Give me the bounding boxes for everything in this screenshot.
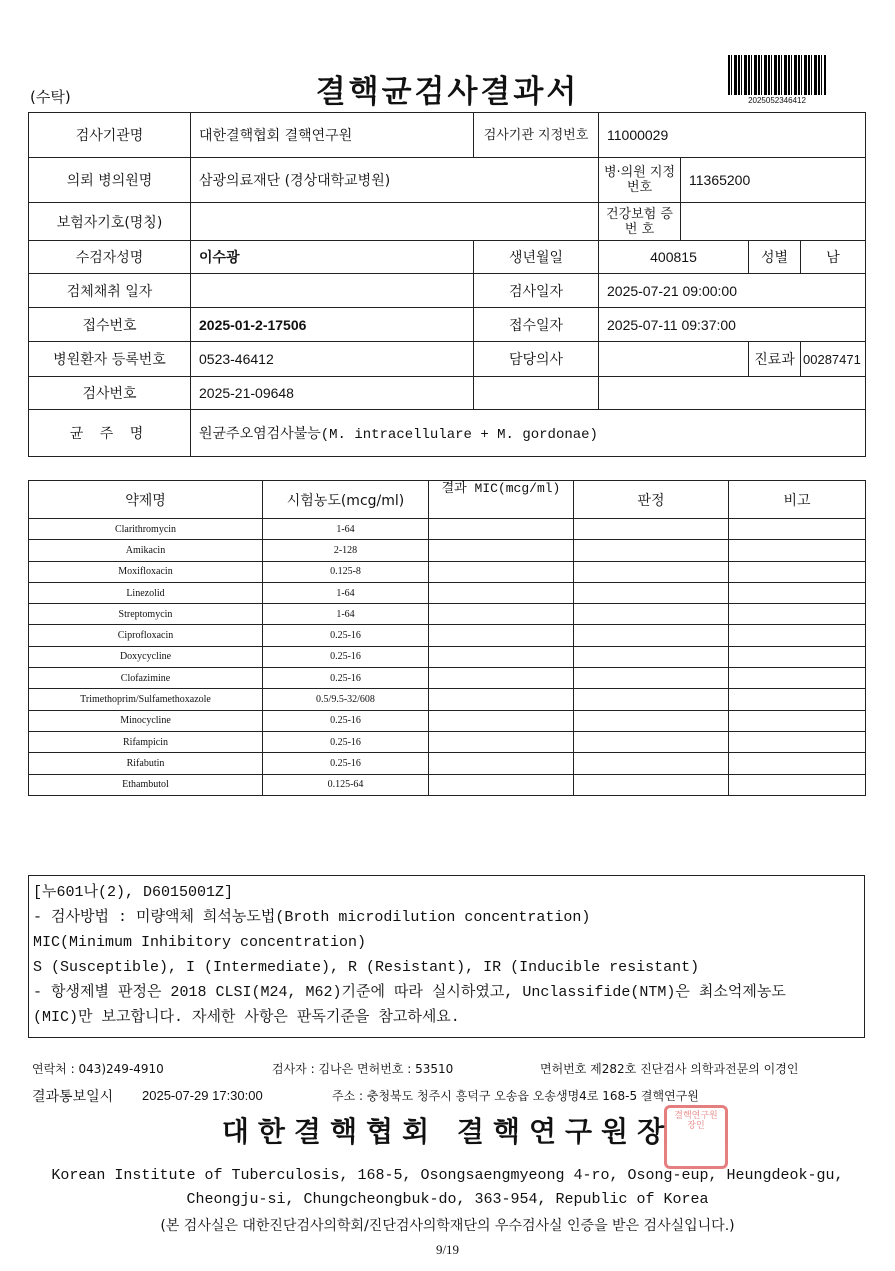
dept: 00287471 — [801, 342, 866, 377]
drug-susceptibility-table — [28, 480, 866, 796]
drug-name: Linezolid — [29, 582, 263, 603]
drug-name: Ethambutol — [29, 774, 263, 795]
drug-table-header: 비고 — [729, 481, 866, 519]
drug-row — [29, 582, 866, 603]
drug-name: Clofazimine — [29, 668, 263, 689]
interpretation — [574, 668, 729, 689]
interpretation — [574, 774, 729, 795]
test-concentration: 1-64 — [263, 582, 429, 603]
consignment-tag: (수탁) — [30, 88, 71, 106]
remarks — [729, 731, 866, 752]
drug-row — [29, 646, 866, 667]
test-concentration: 0.125-64 — [263, 774, 429, 795]
barcode — [728, 55, 826, 95]
test-date: 2025-07-21 09:00:00 — [599, 274, 866, 308]
drug-name: Minocycline — [29, 710, 263, 731]
doctor-label: 담당의사 — [474, 342, 599, 377]
note-line: - 검사방법 : 미량액체 희석농도법(Broth microdilution concentration) — [33, 909, 591, 926]
drug-table-header: 결과 MIC(mcg/ml) — [429, 481, 574, 519]
test-concentration: 0.25-16 — [263, 731, 429, 752]
interpretation — [574, 540, 729, 561]
interpretation — [574, 689, 729, 710]
barcode-number: 2025052346412 — [748, 96, 806, 105]
result-mic — [429, 625, 574, 646]
patient-label: 수검자성명 — [29, 241, 191, 274]
test-no-label: 검사번호 — [29, 377, 191, 410]
test-concentration: 0.25-16 — [263, 710, 429, 731]
result-mic — [429, 646, 574, 667]
lab-id: 11000029 — [599, 113, 866, 158]
hospital-label: 의뢰 병의원명 — [29, 158, 191, 203]
interpretation — [574, 582, 729, 603]
drug-row — [29, 561, 866, 582]
note-line: MIC(Minimum Inhibitory concentration) — [33, 934, 367, 951]
drug-name: Streptomycin — [29, 604, 263, 625]
patient-name: 이수광 — [191, 241, 474, 274]
remarks — [729, 668, 866, 689]
note-line: - 항생제별 판정은 2018 CLSI(M24, M62)기준에 따라 실시하였고, Unclassifide(NTM)은 최소억제농도 — [33, 984, 786, 1001]
page-number: 9/19 — [435, 1242, 460, 1257]
remarks — [729, 753, 866, 774]
drug-row — [29, 774, 866, 795]
insurance-no-label: 건강보험 증 번 호 — [599, 203, 681, 241]
result-mic — [429, 604, 574, 625]
drug-row — [29, 604, 866, 625]
official-seal: 결핵연구원장인 — [664, 1105, 728, 1169]
doctor — [599, 342, 749, 377]
interpretation — [574, 710, 729, 731]
remarks — [729, 561, 866, 582]
interpretation — [574, 625, 729, 646]
drug-row — [29, 689, 866, 710]
receipt-no: 2025-01-2-17506 — [191, 308, 474, 342]
remarks — [729, 625, 866, 646]
note-line: (MIC)만 보고합니다. 자세한 사항은 판독기준을 참고하세요. — [33, 1009, 460, 1026]
hospital-id: 11365200 — [681, 158, 866, 203]
empty-cell — [599, 377, 866, 410]
report-label: 결과통보일시 — [32, 1089, 114, 1105]
receipt-date: 2025-07-11 09:37:00 — [599, 308, 866, 342]
result-mic — [429, 540, 574, 561]
english-address-2: Cheongju-si, Chungcheongbuk-do, 363-954, Republic of Korea — [186, 1191, 709, 1208]
result-mic — [429, 710, 574, 731]
remarks — [729, 774, 866, 795]
test-concentration: 1-64 — [263, 519, 429, 540]
remarks — [729, 582, 866, 603]
result-mic — [429, 582, 574, 603]
result-mic — [429, 519, 574, 540]
test-concentration: 0.25-16 — [263, 753, 429, 774]
remarks — [729, 710, 866, 731]
drug-row — [29, 668, 866, 689]
lab-name-label: 검사기관명 — [29, 113, 191, 158]
strain-name: 원균주오염검사불능(M. intracellulare + M. gordonae) — [191, 410, 866, 457]
test-no: 2025-21-09648 — [191, 377, 474, 410]
interpretation — [574, 519, 729, 540]
test-concentration: 0.25-16 — [263, 625, 429, 646]
receipt-date-label: 접수일자 — [474, 308, 599, 342]
result-mic — [429, 561, 574, 582]
drug-name: Ciprofloxacin — [29, 625, 263, 646]
result-mic — [429, 689, 574, 710]
test-concentration: 0.125-8 — [263, 561, 429, 582]
drug-name: Doxycycline — [29, 646, 263, 667]
examiner: 검사자 : 김나은 면허번호 : 53510 — [272, 1062, 454, 1076]
remarks — [729, 519, 866, 540]
sex: 남 — [801, 241, 866, 274]
remarks — [729, 646, 866, 667]
drug-row — [29, 710, 866, 731]
drug-name: Amikacin — [29, 540, 263, 561]
drug-name: Rifampicin — [29, 731, 263, 752]
birth-label: 생년월일 — [474, 241, 599, 274]
institute-name: 대한결핵협회 결핵연구원장 — [221, 1115, 674, 1148]
hospital-id-label: 병·의원 지정번호 — [599, 158, 681, 203]
test-concentration: 0.25-16 — [263, 668, 429, 689]
drug-name: Rifabutin — [29, 753, 263, 774]
drug-table-header: 약제명 — [29, 481, 263, 519]
empty-cell — [474, 377, 599, 410]
remarks — [729, 689, 866, 710]
interpretation — [574, 604, 729, 625]
patient-info-table — [28, 112, 866, 457]
hospital-name: 삼광의료재단 (경상대학교병원) — [191, 158, 599, 203]
english-address-1: Korean Institute of Tuberculosis, 168-5, Osongsaengmyeong 4-ro, Osong-eup, Heungdeok-gu, — [51, 1167, 844, 1184]
drug-name: Clarithromycin — [29, 519, 263, 540]
notes-box — [28, 875, 865, 1038]
drug-table-header: 판정 — [574, 481, 729, 519]
receipt-no-label: 접수번호 — [29, 308, 191, 342]
drug-row — [29, 753, 866, 774]
result-mic — [429, 753, 574, 774]
test-concentration: 1-64 — [263, 604, 429, 625]
drug-row — [29, 519, 866, 540]
reg-no-label: 병원환자 등록번호 — [29, 342, 191, 377]
remarks — [729, 604, 866, 625]
test-concentration: 0.25-16 — [263, 646, 429, 667]
drug-row — [29, 540, 866, 561]
document-title: 결핵균검사결과서 — [315, 74, 580, 110]
lab-name: 대한결핵협회 결핵연구원 — [191, 113, 474, 158]
specialist: 면허번호 제282호 진단검사 의학과전문의 이경인 — [540, 1062, 799, 1076]
result-mic — [429, 731, 574, 752]
interpretation — [574, 731, 729, 752]
test-concentration: 2-128 — [263, 540, 429, 561]
note-line: [누601나(2), D6015001Z] — [33, 884, 234, 901]
test-concentration: 0.5/9.5-32/608 — [263, 689, 429, 710]
lab-id-label: 검사기관 지정번호 — [474, 113, 599, 158]
contact: 연락처 : 043)249-4910 — [32, 1062, 164, 1076]
dept-label: 진료과 — [749, 342, 801, 377]
drug-name: Moxifloxacin — [29, 561, 263, 582]
note-line: S (Susceptible), I (Intermediate), R (Resistant), IR (Inducible resistant) — [33, 959, 700, 976]
result-mic — [429, 774, 574, 795]
drug-table-header: 시험농도(mcg/ml) — [263, 481, 429, 519]
address: 주소 : 충청북도 청주시 흥덕구 오송읍 오송생명4로 168-5 결핵연구원 — [332, 1089, 699, 1103]
report-time: 2025-07-29 17:30:00 — [142, 1088, 263, 1103]
insurer — [191, 203, 599, 241]
sex-label: 성별 — [749, 241, 801, 274]
birth-date: 400815 — [599, 241, 749, 274]
collect-date — [191, 274, 474, 308]
drug-name: Trimethoprim/Sulfamethoxazole — [29, 689, 263, 710]
strain-label: 균 주 명 — [29, 410, 191, 457]
remarks — [729, 540, 866, 561]
drug-row — [29, 625, 866, 646]
result-mic — [429, 668, 574, 689]
collect-date-label: 검체채취 일자 — [29, 274, 191, 308]
test-date-label: 검사일자 — [474, 274, 599, 308]
interpretation — [574, 561, 729, 582]
interpretation — [574, 753, 729, 774]
interpretation — [574, 646, 729, 667]
insurer-label: 보험자기호(명칭) — [29, 203, 191, 241]
insurance-no — [681, 203, 866, 241]
drug-row — [29, 731, 866, 752]
reg-no: 0523-46412 — [191, 342, 474, 377]
certification-note: (본 검사실은 대한진단검사의학회/진단검사의학재단의 우수검사실 인증을 받은 검사실입니다.) — [160, 1218, 735, 1234]
